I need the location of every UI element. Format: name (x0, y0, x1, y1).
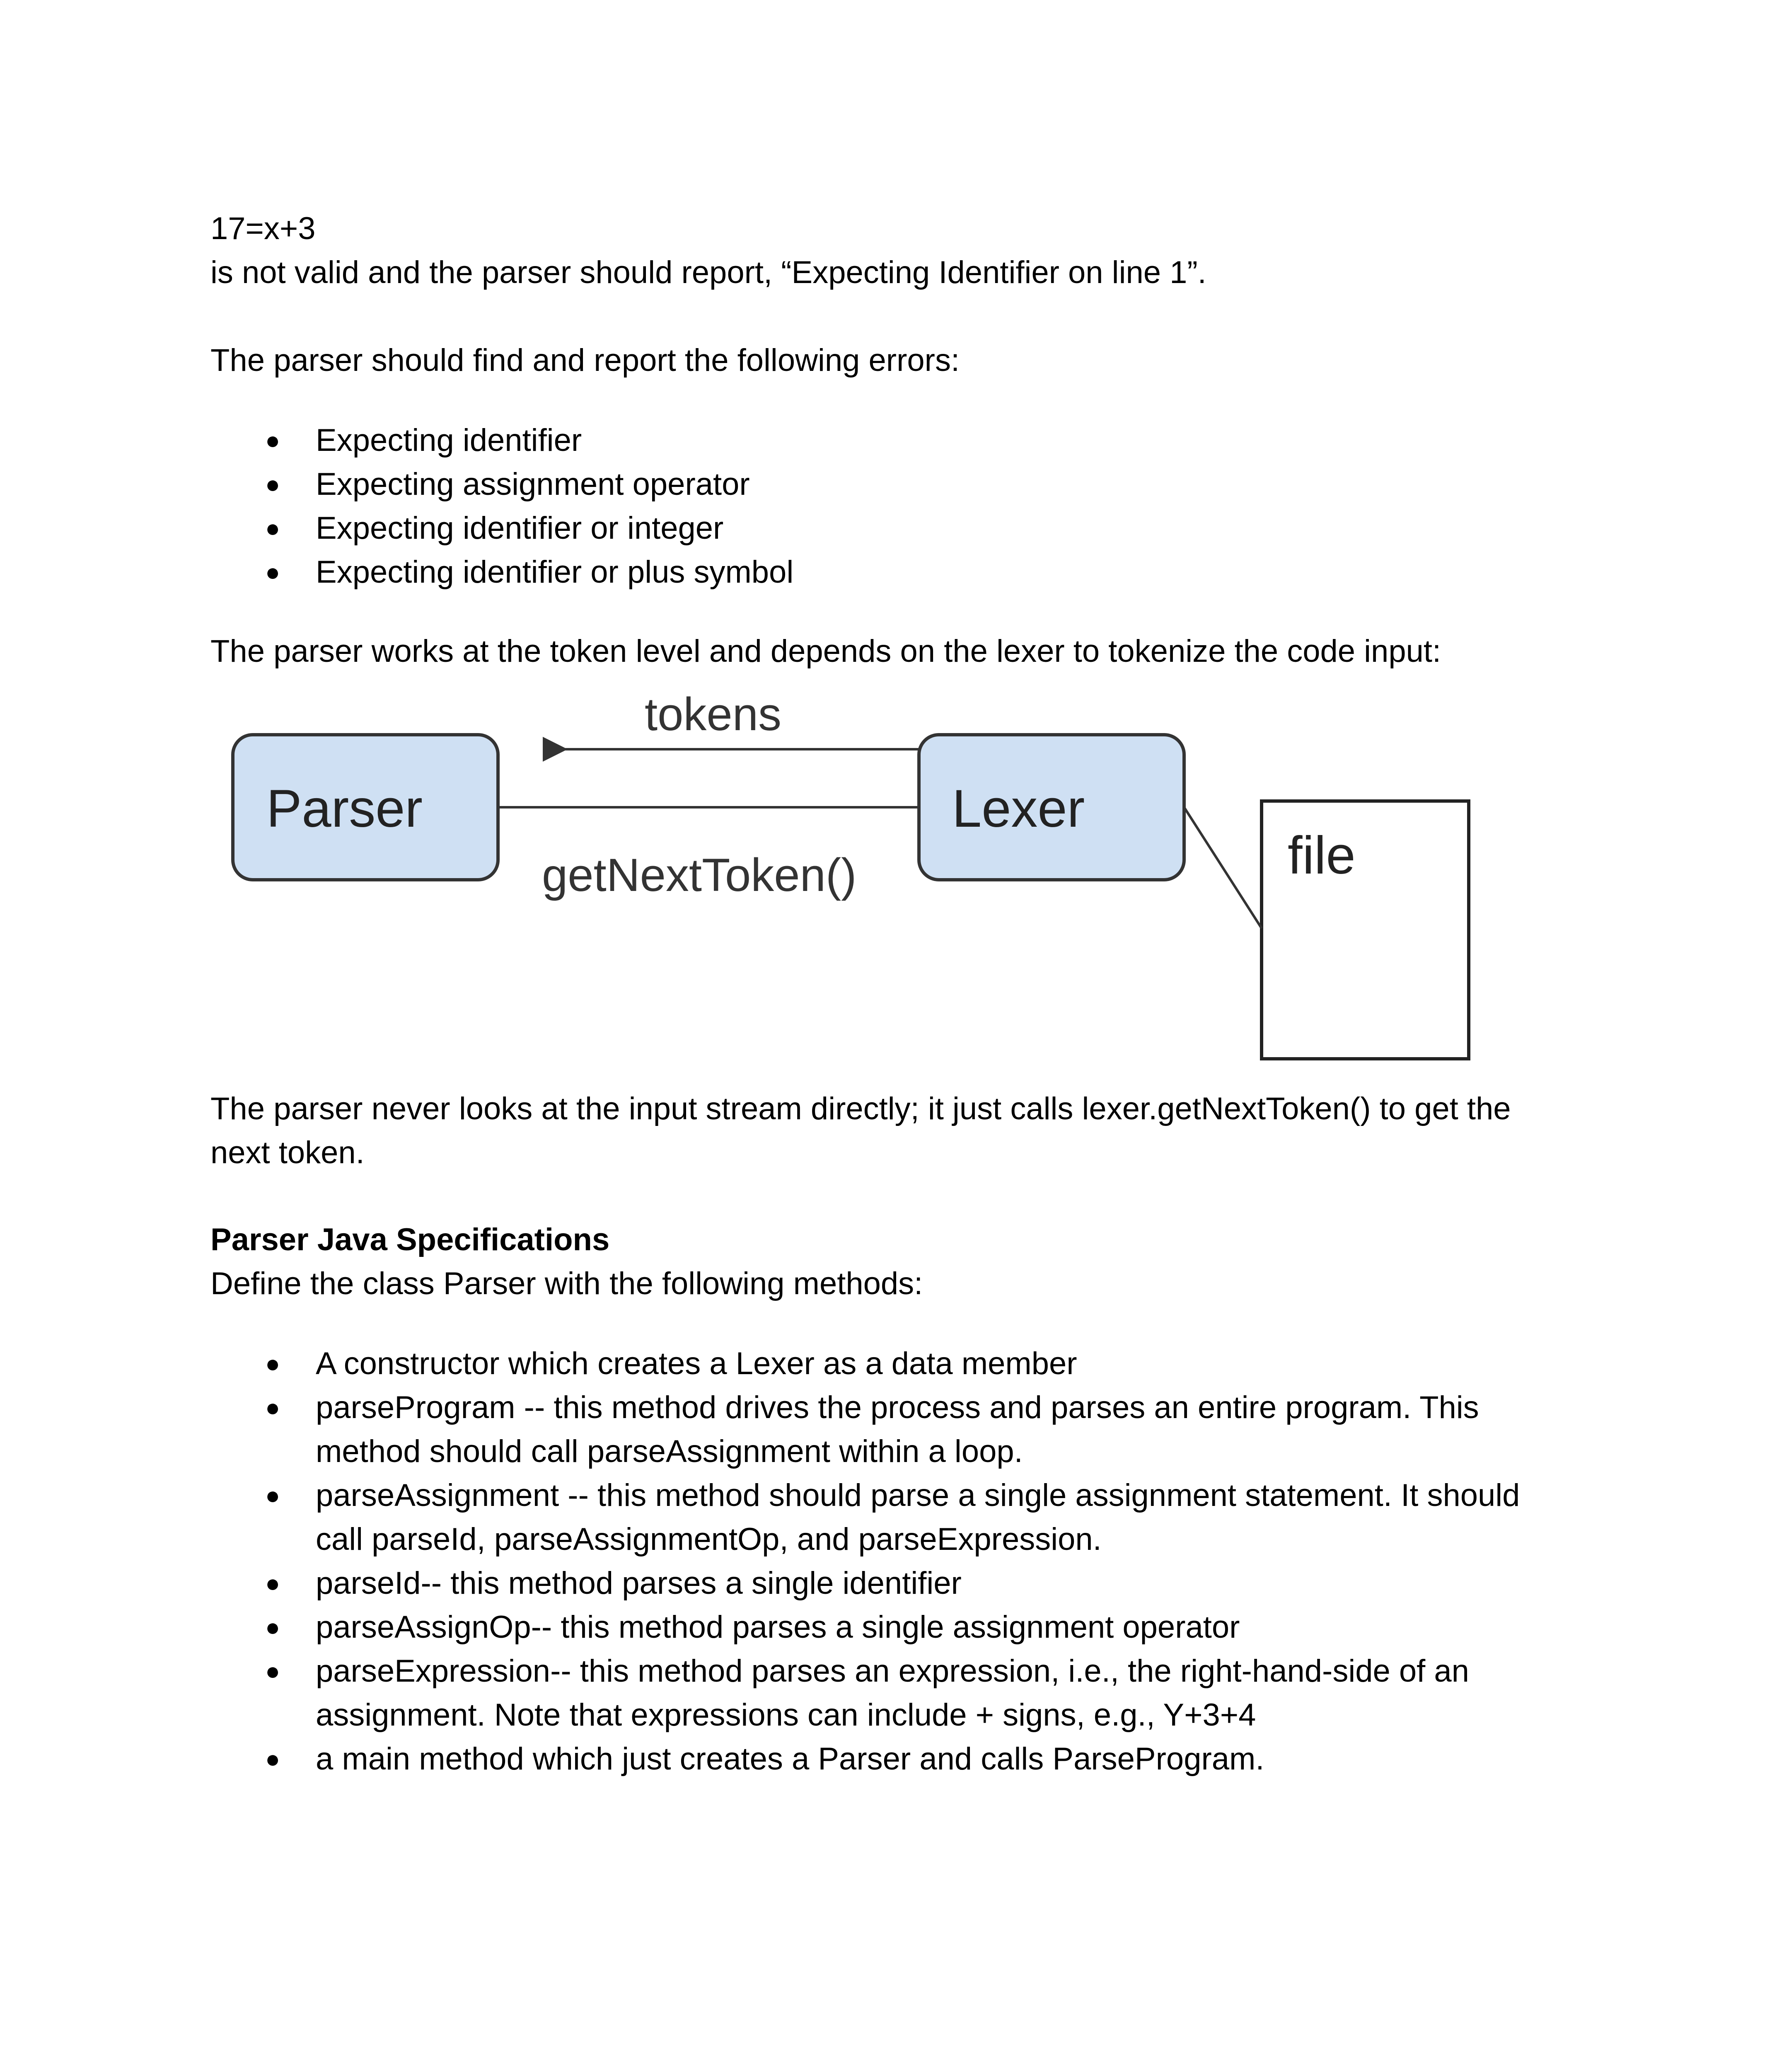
stream-text-line-2: next token. (210, 1135, 365, 1170)
bullet-icon: ● (265, 1657, 280, 1685)
list-item: ● parseExpression-- this method parses an expression, i.e., the right-hand-side of an assignment. Note that expressions can include + signs, e.g., Y+3+4 (210, 1649, 1520, 1737)
list-item: ● parseAssignment -- this method should parse a single assignment statement. It should call parseId, parseAssignmentOp, and parseExpression. (210, 1474, 1520, 1561)
bullet-icon: ● (265, 514, 280, 542)
example-code-line: 17=x+3 (210, 211, 316, 246)
bullet-icon: ● (265, 558, 280, 586)
lexer-box-label: Lexer (952, 779, 1085, 838)
token-level-line: The parser works at the token level and depends on the lexer to tokenize the code input: (210, 634, 1441, 669)
bullet-icon: ● (265, 1745, 280, 1773)
bullet-icon: ● (265, 1613, 280, 1641)
spec-heading: Parser Java Specifications (210, 1222, 610, 1257)
list-item: ● parseProgram -- this method drives the process and parses an entire program. This method should call parseAssignment within a loop. (210, 1386, 1520, 1474)
bullet-icon: ● (265, 426, 280, 454)
list-item: ● Expecting identifier (210, 419, 793, 462)
spec-intro-line: Define the class Parser with the following methods: (210, 1266, 923, 1301)
bullet-icon: ● (265, 1350, 280, 1377)
list-item: ● Expecting identifier or integer (210, 506, 793, 550)
file-connector (1184, 807, 1262, 928)
get-next-token-label: getNextToken() (542, 849, 857, 901)
parser-lexer-diagram (210, 688, 1511, 1069)
tokens-label: tokens (645, 688, 781, 740)
list-item: ● Expecting assignment operator (210, 462, 793, 506)
list-item: ● Expecting identifier or plus symbol (210, 550, 793, 594)
list-item: ● A constructor which creates a Lexer as a data member (210, 1342, 1520, 1386)
bullet-icon: ● (265, 470, 280, 498)
list-item: ● parseId-- this method parses a single identifier (210, 1561, 1520, 1605)
parser-box-label: Parser (266, 779, 423, 838)
list-item: ● a main method which just creates a Parser and calls ParseProgram. (210, 1737, 1520, 1781)
error-list (210, 419, 793, 594)
file-box-label: file (1288, 826, 1356, 885)
invalid-note-line: is not valid and the parser should report, “Expecting Identifier on line 1”. (210, 255, 1206, 290)
errors-intro-line: The parser should find and report the following errors: (210, 343, 960, 378)
stream-text-line-1: The parser never looks at the input stream directly; it just calls lexer.getNextToken() to get the (210, 1091, 1511, 1126)
list-item: ● parseAssignOp-- this method parses a single assignment operator (210, 1605, 1520, 1649)
bullet-icon: ● (265, 1569, 280, 1597)
bullet-icon: ● (265, 1481, 280, 1509)
bullet-icon: ● (265, 1394, 280, 1421)
method-list (210, 1342, 1520, 1781)
